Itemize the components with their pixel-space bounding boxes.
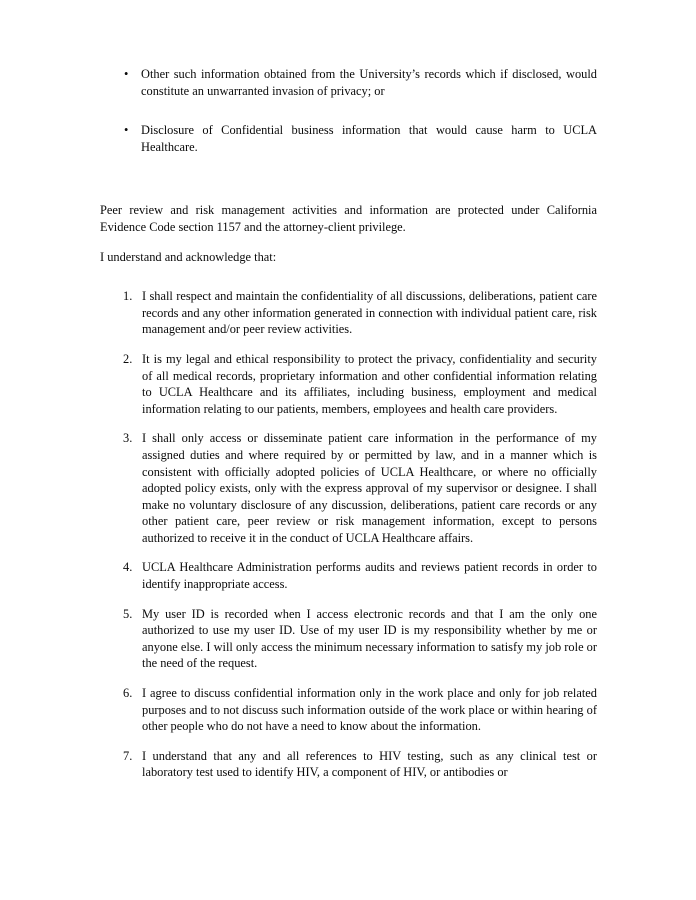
peer-review-paragraph: Peer review and risk management activities and information are protected under California Evidence Code section 1157 and the attorney-client privilege.: [100, 203, 597, 234]
list-item-text: My user ID is recorded when I access electronic records and that I am the only one authorized to use my user ID. Use of my user ID is my responsibility whether by me or anyone else. I will only access the minimum necessary information to satisfy my job role or the need of the request.: [142, 606, 597, 671]
list-item: [100, 606, 597, 672]
list-item-number: 3.: [123, 431, 133, 446]
list-item-text: It is my legal and ethical responsibility to protect the privacy, confidentiality and security of all medical records, proprietary information and other confidential information relating to UCLA Healthcare and its affiliates, including business, employment and medical information relating to our patients, members, employees and health care providers.: [142, 351, 597, 416]
list-item-text: UCLA Healthcare Administration performs audits and reviews patient records in order to identify inappropriate access.: [142, 560, 597, 592]
list-item: [100, 748, 597, 781]
list-item: [100, 122, 597, 155]
list-item-number: 2.: [123, 351, 133, 366]
acknowledgement-numbered-list: [100, 288, 597, 781]
list-item-number: 1.: [123, 289, 133, 304]
list-item: [100, 685, 597, 735]
acknowledgement-lead-in: I understand and acknowledge that:: [100, 249, 277, 264]
list-item-number: 5.: [123, 606, 133, 621]
list-item: [100, 351, 597, 417]
list-item-text: I shall only access or disseminate patient care information in the performance of my assigned duties and where required by or permitted by law, and in a manner which is consistent with officially adopted policies of UCLA Healthcare, or where no officially adopted policy exists, only with the express approval of my supervisor or designee. I shall make no voluntary disclosure of any discussion, deliberations, patient care records or any other patient care, peer review or risk management information, except to persons authorized to receive it in the conduct of UCLA Healthcare affairs.: [142, 431, 597, 545]
list-item-number: 6.: [123, 686, 133, 701]
bullet-icon: •: [124, 123, 129, 138]
list-item: [100, 559, 597, 592]
list-item-number: 7.: [123, 748, 133, 763]
list-item-text: Other such information obtained from the University’s records which if disclosed, would constitute an unwarranted invasion of privacy; or: [141, 67, 597, 98]
list-item-text: I agree to discuss confidential information only in the work place and only for job related purposes and to not discuss such information outside of the work place or within hearing of other people who do not have a need to know about the information.: [142, 686, 597, 734]
list-item-text: Disclosure of Confidential business information that would cause harm to UCLA Healthcare.: [141, 123, 597, 154]
list-item: [100, 430, 597, 546]
list-item-text: I understand that any and all references to HIV testing, such as any clinical test or laboratory test used to identify HIV, a component of HIV, or antibodies or: [142, 748, 597, 780]
list-item-text: I shall respect and maintain the confidentiality of all discussions, deliberations, patient care records and any other information generated in connection with individual patient care, risk management and/or peer review activities.: [142, 289, 597, 337]
document-body: [100, 66, 597, 781]
bullet-icon: •: [124, 67, 129, 81]
list-item: [100, 288, 597, 338]
list-item: [100, 66, 597, 99]
list-item-number: 4.: [123, 560, 133, 575]
confidential-info-bullet-list: [100, 66, 597, 155]
